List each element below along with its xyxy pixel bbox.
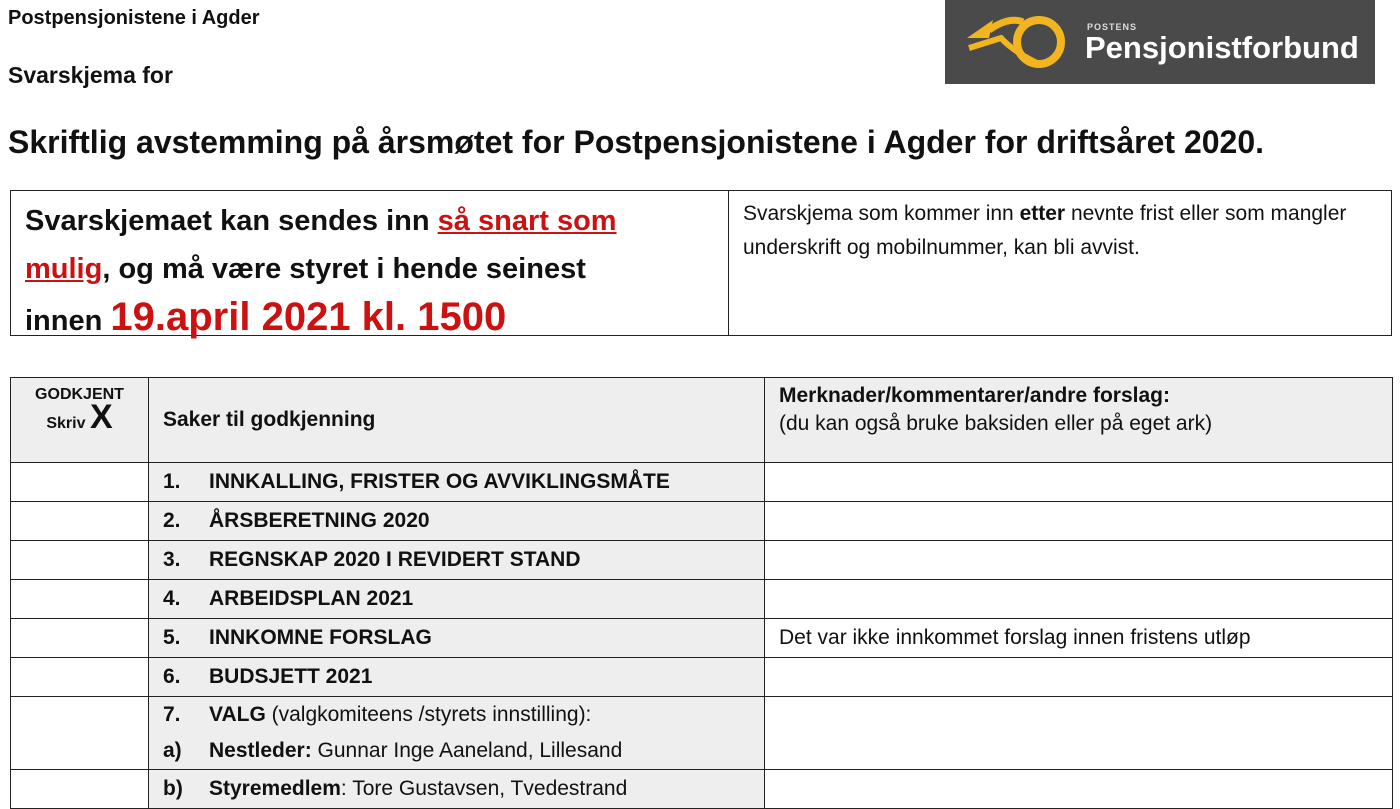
item-label: BUDSJETT 2021 (209, 665, 373, 688)
table-header-row (11, 378, 1393, 463)
deadline-notice (11, 191, 729, 339)
item-cell (149, 580, 765, 619)
item-label: INNKOMNE FORSLAG (209, 626, 432, 649)
item-label: REGNSKAP 2020 I REVIDERT STAND (209, 548, 581, 571)
item-cell (149, 770, 765, 809)
item-number: 1. (163, 470, 181, 493)
x-mark: X (89, 398, 113, 436)
notice-text-1: Svarskjemaet kan sendes inn (25, 205, 438, 237)
item-cell (149, 541, 765, 580)
deadline-date: 19.april 2021 kl. 1500 (110, 295, 507, 339)
approve-cell[interactable] (11, 502, 149, 541)
item-number: 7. (163, 703, 181, 726)
comments-column-header (765, 378, 1393, 463)
rejection-bold: etter (1019, 202, 1066, 225)
table-row-valg-b (11, 770, 1393, 809)
sub-item-number: a) (163, 739, 182, 762)
item-cell (149, 697, 765, 770)
approved-column-header (11, 378, 149, 463)
rejection-notice (729, 191, 1391, 335)
item-cell (149, 502, 765, 541)
item-number: 6. (163, 665, 181, 688)
approve-cell[interactable] (11, 697, 149, 770)
deadline-notice-box (10, 190, 1392, 339)
notice-asap-2: mulig (25, 253, 103, 285)
items-column-header: Saker til godkjenning (149, 378, 765, 463)
table-row (11, 658, 1393, 697)
item-number: 4. (163, 587, 181, 610)
item-label: ÅRSBERETNING 2020 (209, 509, 430, 532)
item-label: INNKALLING, FRISTER OG AVVIKLINGSMÅTE (209, 470, 670, 493)
item-cell (149, 658, 765, 697)
table-row (11, 580, 1393, 619)
comment-cell[interactable] (765, 697, 1393, 770)
form-label: Svarskjema for (8, 62, 173, 88)
candidate-name: Gunnar Inge Aaneland, Lillesand (311, 739, 623, 762)
candidate-name: : Tore Gustavsen, Tvedestrand (340, 777, 628, 800)
approve-cell[interactable] (11, 580, 149, 619)
table-row (11, 541, 1393, 580)
organization-name: Postpensjonistene i Agder (8, 7, 260, 29)
comment-cell[interactable] (765, 580, 1393, 619)
item-cell (149, 463, 765, 502)
rejection-text-1: Svarskjema som kommer inn (743, 202, 1020, 225)
logo-small-text: POSTENS (1087, 22, 1138, 32)
item-label: VALG (209, 703, 266, 726)
item-cell (149, 619, 765, 658)
item-number: 5. (163, 626, 181, 649)
table-row (11, 463, 1393, 502)
item-number: 3. (163, 548, 181, 571)
approve-cell[interactable] (11, 658, 149, 697)
role-label: Nestleder: (209, 739, 312, 762)
approve-cell[interactable] (11, 619, 149, 658)
sub-item-number: b) (163, 777, 183, 800)
page-title: Skriftlig avstemming på årsmøtet for Postpensjonistene i Agder for driftsåret 2020. (8, 124, 1265, 160)
notice-text-2: , og må være styret i hende seinest (102, 253, 586, 285)
approve-cell[interactable] (11, 463, 149, 502)
item-label-rest: (valgkomiteens /styrets innstilling): (265, 703, 592, 726)
write-label: Skriv (46, 415, 90, 432)
approval-table (10, 377, 1393, 809)
pensjonistforbund-logo (945, 0, 1375, 84)
approve-cell[interactable] (11, 541, 149, 580)
approved-label: GODKJENT (35, 386, 124, 403)
role-label: Styremedlem (209, 777, 341, 800)
table-row-valg (11, 697, 1393, 770)
comment-cell[interactable] (765, 770, 1393, 809)
comments-header-title: Merknader/kommentarer/andre forslag: (779, 384, 1170, 407)
item-number: 2. (163, 509, 181, 532)
comment-cell[interactable] (765, 502, 1393, 541)
comments-header-sub: (du kan også bruke baksiden eller på eget ark) (779, 412, 1213, 435)
item-label: ARBEIDSPLAN 2021 (209, 587, 414, 610)
posthorn-icon (959, 8, 1077, 76)
logo-brand-text: Pensjonistforbund (1085, 30, 1359, 65)
rejection-text-2: nevnte frist eller som mangler underskrift og mobilnummer, kan bli avvist. (743, 202, 1347, 259)
notice-asap-1: så snart som (437, 205, 617, 237)
comment-cell[interactable] (765, 463, 1393, 502)
comment-cell[interactable] (765, 658, 1393, 697)
table-row (11, 502, 1393, 541)
comment-cell[interactable]: Det var ikke innkommet forslag innen fristens utløp (765, 619, 1393, 658)
approve-cell[interactable] (11, 770, 149, 809)
notice-text-3: innen (25, 305, 111, 337)
comment-cell[interactable] (765, 541, 1393, 580)
table-row (11, 619, 1393, 658)
